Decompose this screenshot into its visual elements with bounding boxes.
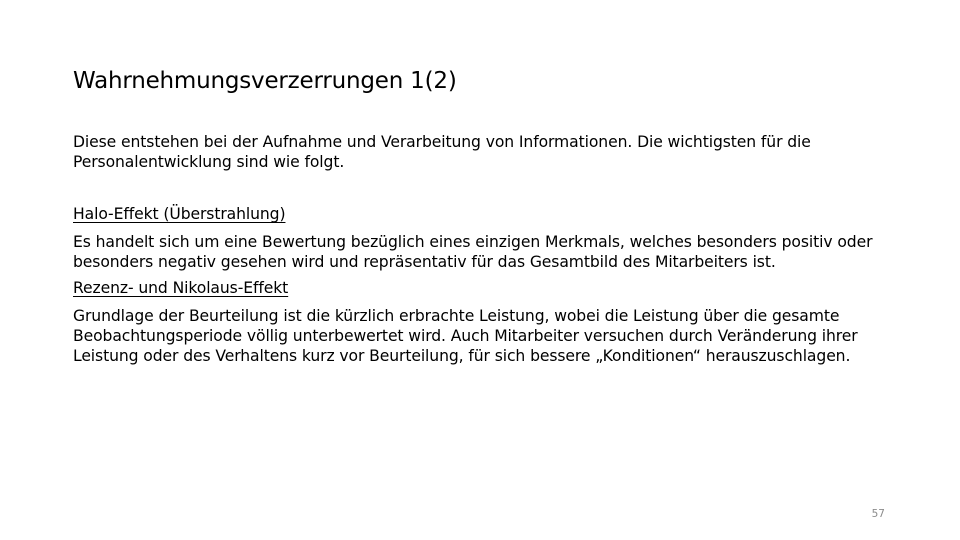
section-heading-rezenz-nikolaus-effekt: Rezenz- und Nikolaus-Effekt bbox=[73, 279, 289, 297]
slide-body bbox=[73, 132, 903, 372]
page-number: 57 bbox=[871, 508, 885, 520]
section-heading-halo-effekt: Halo-Effekt (Überstrahlung) bbox=[73, 205, 286, 223]
intro-paragraph: Diese entstehen bei der Aufnahme und Verarbeitung von Informationen. Die wichtigsten für die Personalentwicklung sind wie folgt. bbox=[73, 133, 811, 171]
section-text-halo-effekt: Es handelt sich um eine Bewertung bezüglich eines einzigen Merkmals, welches besonders positiv oder besonders negativ gesehen wird und repräsentativ für das Gesamtbild des Mitarbeiters ist. bbox=[73, 233, 873, 271]
slide-title: Wahrnehmungsverzerrungen 1(2) bbox=[73, 68, 457, 94]
section-text-rezenz-nikolaus-effekt: Grundlage der Beurteilung ist die kürzlich erbrachte Leistung, wobei die Leistung über die gesamte Beobachtungsperiode völlig unterbewertet wird. Auch Mitarbeiter versuchen durch Veränderung ihrer Leistung oder des Verhaltens kurz vor Beurteilung, für sich bessere „Konditionen“ herauszuschlagen. bbox=[73, 307, 858, 365]
